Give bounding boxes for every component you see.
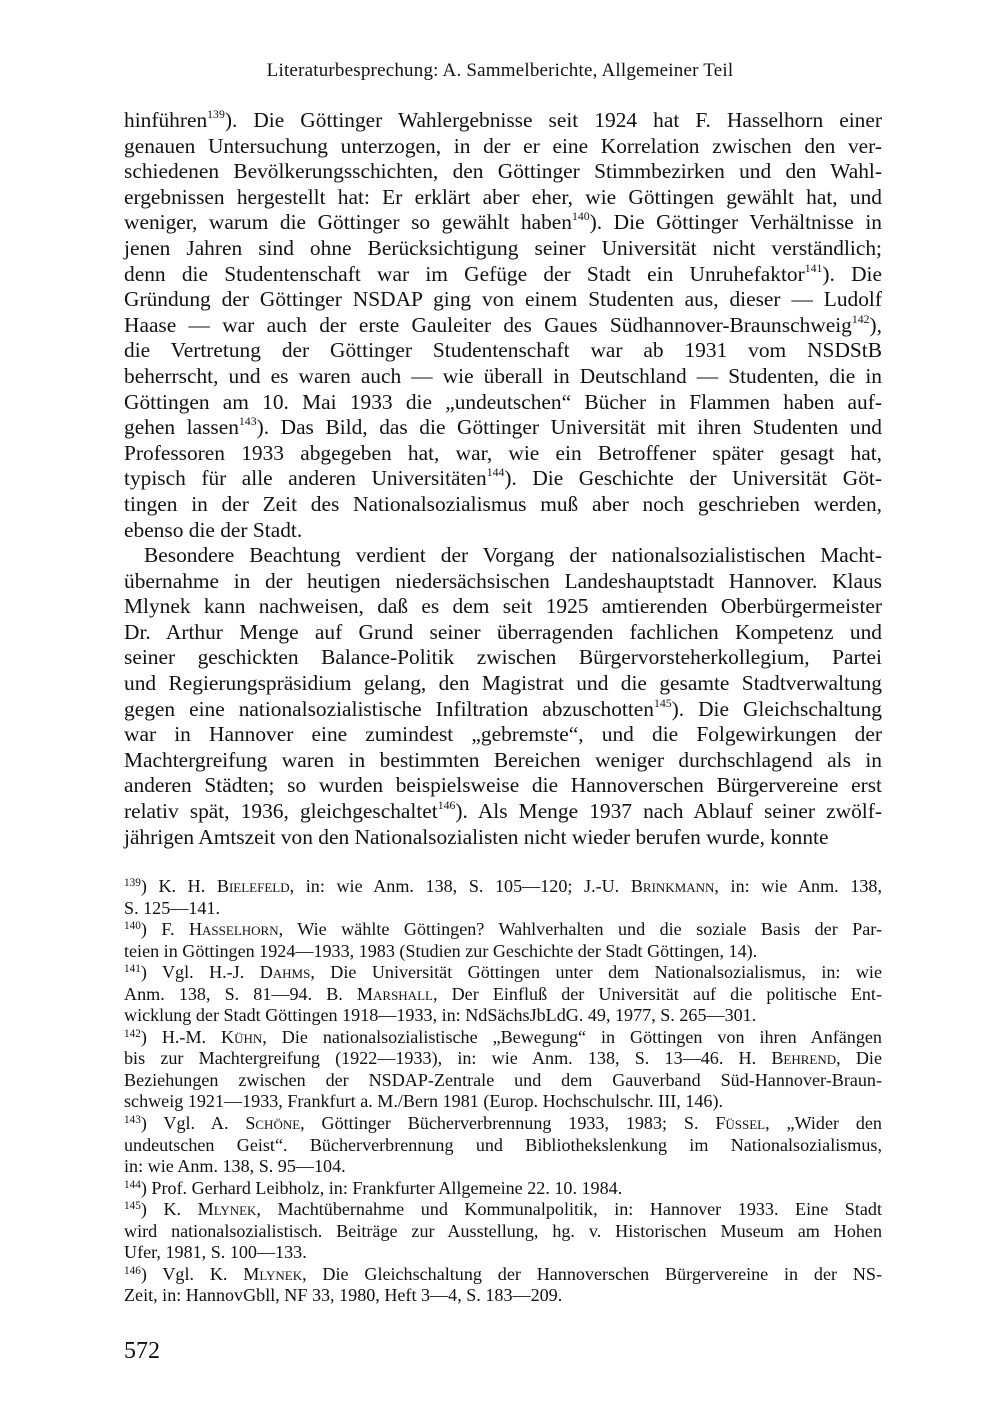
footnote-text: Vgl. H.-J. [161,962,260,983]
body-text-run: Machtergreifung waren in bestimmten Bereichen weniger durchschlagend als in [124,747,882,772]
footnote-ref: 139 [207,108,225,122]
footnote-ref: 144 [486,466,505,480]
footnote-line: $^{146}$) Vgl. K. Mlynek, Die Gleichschaltung der Hannoverschen Bürgervereine in der NS- [124,1263,882,1284]
body-line [124,671,882,697]
body-text-run: übernahme in der heutigen niedersächsischen Landeshauptstadt Hannover. Klaus [124,568,882,593]
body-line [124,390,882,416]
footnote-number: 142 [124,1027,141,1040]
body-text-run: die Vertretung der Göttinger Studentenschaft war ab 1931 vom NSDStB [124,338,882,363]
footnote-text: undeutschen Geist“. Bücherverbrennung und Bibliothekslenkung im Nationalsozialismus, [124,1134,882,1155]
footnote-text: Prof. Gerhard Leibholz, in: Frankfurter Allgemeine 22. 10. 1984. [151,1177,623,1198]
footnote-line: $^{142}$) H.-M. Kühn, Die nationalsozialistische „Bewegung“ in Göttingen von ihren Anfängen [124,1026,882,1047]
footnote-ref: 140 [572,210,590,224]
footnote-line [124,1048,882,1070]
body-line [124,159,882,185]
body-line [124,134,882,160]
body-line [124,313,882,339]
footnote-text: , Die [836,1048,882,1069]
footnote-line [124,1091,882,1113]
body-line [124,799,882,825]
author-name: Mlynek [243,1263,303,1284]
body-text-run: ebenso die der Stadt. [124,517,303,542]
footnote-number: 143 [124,1113,141,1126]
body-text-run: Gründung der Göttinger NSDAP ging von einem Studenten aus, dieser — Ludolf [124,287,882,312]
body-text-run: hinführen [124,108,208,132]
body-line [124,441,882,467]
body-text-run: und Regierungspräsidium gelang, den Magistrat und die gesamte Stadtverwaltung [124,671,882,696]
footnotes [124,876,882,1307]
footnote-line [124,1285,882,1307]
body-line [124,825,882,851]
running-head: Literaturbesprechung: A. Sammelberichte, Allgemeiner Teil [266,60,734,81]
footnote-line: $^{141}$) Vgl. H.-J. Dahms, Die Universität Göttingen unter dem Nationalsozialismus, in: wie [124,962,882,983]
footnote-text: , Die Gleichschaltung der Hannoverschen Bürgervereine in der NS- [302,1263,882,1284]
footnote-text: , „Wider den [765,1113,882,1134]
footnote-line [124,1005,882,1027]
footnote-line [124,984,882,1006]
footnote-text: bis zur Machtergreifung (1922—1933), in: wie Anm. 138, S. 13—46. H. [124,1048,772,1069]
author-name: Kühn [221,1026,263,1047]
footnote-text: Anm. 138, S. 81—94. B. [124,983,357,1004]
author-name: Schöne [245,1113,301,1134]
body-text-run: ). Das Bild, das die Göttinger Universität mit ihren Studenten und [256,415,882,440]
footnote-text: S. 125—141. [124,897,221,918]
body-line [124,518,882,544]
footnote-text: , Die Universität Göttingen unter dem Nationalsozialismus, in: wie [310,962,882,983]
footnote-line: $^{140}$) F. Hasselhorn, Wie wählte Göttingen? Wahlverhalten und die soziale Basis der Par- [124,919,882,940]
footnote-text: , Wie wählte Göttingen? Wahlverhalten und die soziale Basis der Par- [278,919,882,940]
footnote-number: 144 [124,1178,141,1191]
footnote-text: wicklung der Stadt Göttingen 1918—1933, in: NdSächsJbLdG. 49, 1977, S. 265—301. [124,1005,757,1026]
footnote-line [124,1070,882,1092]
body-text-run: Haase — war auch der erste Gauleiter des Gaues Südhannover-Braunschweig [124,312,852,337]
footnote-line [124,941,882,963]
footnote-142 [124,1027,882,1113]
footnote-145 [124,1199,882,1264]
body-text-run: beherrscht, und es waren auch — wie überall in Deutschland — Studenten, die in [124,363,882,388]
footnote-text: K. H. [158,876,217,896]
footnote-text: , in: wie Anm. 138, [714,876,882,896]
body-text-run: gehen lassen [124,415,239,440]
footnote-text: , Machtübernahme und Kommunalpolitik, in: Hannover 1933. Eine Stadt [256,1199,882,1220]
footnote-ref: 146 [437,799,456,813]
footnote-line [124,1221,882,1243]
author-name: Hasselhorn [188,919,279,940]
footnote-139 [124,876,882,919]
body-text-run: denn die Studentenschaft war im Gefüge der Stadt ein Unruhefaktor [124,261,805,286]
body-text-run: jährigen Amtszeit von den Nationalsozialisten nicht wieder berufen wurde, konnte [124,824,829,849]
author-name: Behrend [771,1048,837,1069]
body-line [124,748,882,774]
body-text-run: ergebnissen hergestellt hat: Er erklärt aber eher, wie Göttingen gewählt hat, und [124,184,882,209]
body-line [124,415,882,441]
body-text-run: relativ spät, 1936, gleichgeschaltet [124,799,438,824]
body-line [124,262,882,288]
body-text-run: tingen in der Zeit des Nationalsozialismus muß aber noch geschrieben werden, [124,491,882,516]
footnote-line [124,898,882,920]
body-line [124,287,882,313]
footnote-text: K. [163,1199,198,1220]
body-text-run: ). Die Gleichschaltung [671,696,882,721]
author-name: Brinkmann [630,876,715,896]
body-text-run: genauen Untersuchung unterzogen, in der er eine Korrelation zwischen den ver- [124,133,882,158]
footnote-text: , Der Einfluß der Universität auf die politische Ent- [432,983,882,1004]
footnote-number: 146 [124,1264,141,1277]
body-text-run: seiner geschickten Balance-Politik zwischen Bürgervorsteherkollegium, Partei [124,645,882,670]
footnote-text: Ufer, 1981, S. 100—133. [124,1242,307,1263]
footnote-text: Beziehungen zwischen der NSDAP-Zentrale und dem Gauverband Süd-Hannover-Braun- [124,1069,882,1090]
body-text-run: schiedenen Bevölkerungsschichten, den Göttinger Stimmbezirken und den Wahl- [124,159,882,184]
body-line [124,620,882,646]
footnote-text: H.-M. [161,1026,222,1047]
body-text-run: ). Die Geschichte der Universität Göt- [504,466,882,491]
footnote-ref: 143 [238,415,257,429]
footnote-ref: 142 [851,312,870,326]
body-line [124,338,882,364]
body-line [124,697,882,723]
footnote-ref: 141 [804,261,823,275]
body-line [124,543,882,569]
body-line [124,722,882,748]
footnote-line [124,1156,882,1178]
footnote-text: , Göttinger Bücherverbrennung 1933, 1983; S. [300,1113,716,1134]
body-line [124,569,882,595]
body-line [124,108,882,134]
body-line [124,466,882,492]
page-number: 572 [124,1338,160,1364]
footnote-ref: 145 [653,696,672,710]
footnote-number: 139 [124,876,141,889]
footnote-text: , in: wie Anm. 138, S. 105—120; J.-U. [289,876,631,896]
footnote-text: schweig 1921—1933, Frankfurt a. M./Bern 1981 (Europ. Hochschulschr. III, 146). [124,1091,723,1112]
footnote-text: Zeit, in: HannovGbll, NF 33, 1980, Heft 3—4, S. 183—209. [124,1285,563,1306]
body-line [124,492,882,518]
footnote-text: Vgl. A. [163,1113,246,1134]
body-text-run: Mlynek kann nachweisen, daß es dem seit 1925 amtierenden Oberbürgermeister [124,594,882,619]
body-line [124,364,882,390]
footnote-text: , Die nationalsozialistische „Bewegung“ in Göttingen von ihren Anfängen [262,1026,882,1047]
author-name: Bielefeld [216,876,290,896]
footnote-line [124,1135,882,1157]
footnote-text: Vgl. K. [162,1263,244,1284]
footnote-text: in: wie Anm. 138, S. 95—104. [124,1156,346,1177]
body-text-run: war in Hannover eine zumindest „gebremste“, und die Folgewirkungen der [124,722,882,747]
footnote-text: teien in Göttingen 1924—1933, 1983 (Studien zur Geschichte der Stadt Göttingen, 14). [124,940,758,961]
body-text-run: Göttingen am 10. Mai 1933 die „undeutschen“ Bücher in Flammen haben auf- [124,389,882,414]
footnote-line: $^{139}$) K. H. Bielefeld, in: wie Anm. 138, S. 105—120; J.-U. Brinkmann, in: wie Anm. 138, [124,876,882,896]
footnote-144 [124,1178,882,1200]
footnote-146 [124,1264,882,1307]
body-line [124,185,882,211]
body-line [124,645,882,671]
footnote-text: wird nationalsozialistisch. Beiträge zur Ausstellung, hg. v. Historischen Museum am Hohen [124,1220,882,1241]
footnote-143 [124,1113,882,1178]
footnote-number: 140 [124,919,141,932]
body-line [124,236,882,262]
footnote-141 [124,962,882,1027]
footnote-line [124,1242,882,1264]
author-name: Dahms [259,962,311,983]
body-line [124,594,882,620]
footnote-140 [124,919,882,962]
body-line [124,773,882,799]
author-name: Füssel [715,1113,766,1134]
body-text-run: ), [869,312,882,337]
footnote-line: $^{145}$) K. Mlynek, Machtübernahme und Kommunalpolitik, in: Hannover 1933. Eine Stadt [124,1199,882,1220]
body-text-run: Besondere Beachtung verdient der Vorgang der nationalsozialistischen Macht- [144,543,882,568]
footnote-number: 145 [124,1200,141,1213]
body-text-run: ). Als Menge 1937 nach Ablauf seiner zwölf- [455,799,882,824]
footnote-text: F. [161,919,189,940]
body-text-run: gegen eine nationalsozialistische Infiltration abzuschotten [124,696,654,721]
body-text-run: Professoren 1933 abgegeben hat, war, wie ein Betroffener später gesagt hat, [124,440,882,465]
footnote-line: $^{144}$) Prof. Gerhard Leibholz, in: Frankfurter Allgemeine 22. 10. 1984. [124,1177,623,1198]
body-text-run: typisch für alle anderen Universitäten [124,466,487,491]
body-text-run: ). Die Göttinger Verhältnisse in [589,210,882,235]
body-text-run: Dr. Arthur Menge auf Grund seiner überragenden fachlichen Kompetenz und [124,619,882,644]
footnote-number: 141 [124,963,141,976]
body-text-run: ). Die [822,261,882,286]
body-line [124,210,882,236]
footnote-line: $^{143}$) Vgl. A. Schöne, Göttinger Bücherverbrennung 1933, 1983; S. Füssel, „Wider den [124,1113,882,1134]
body-text-run: weniger, warum die Göttinger so gewählt haben [124,210,572,235]
body-text-run: anderen Städten; so wurden beispielsweise die Hannoverschen Bürgervereine erst [124,773,882,798]
body-text [124,108,882,850]
body-text-run: ). Die Göttinger Wahlergebnisse seit 1924 hat F. Hasselhorn einer [224,108,882,132]
body-text-run: jenen Jahren sind ohne Berücksichtigung seiner Universität nicht verständlich; [124,235,882,260]
author-name: Marshall [356,983,433,1004]
author-name: Mlynek [197,1199,257,1220]
